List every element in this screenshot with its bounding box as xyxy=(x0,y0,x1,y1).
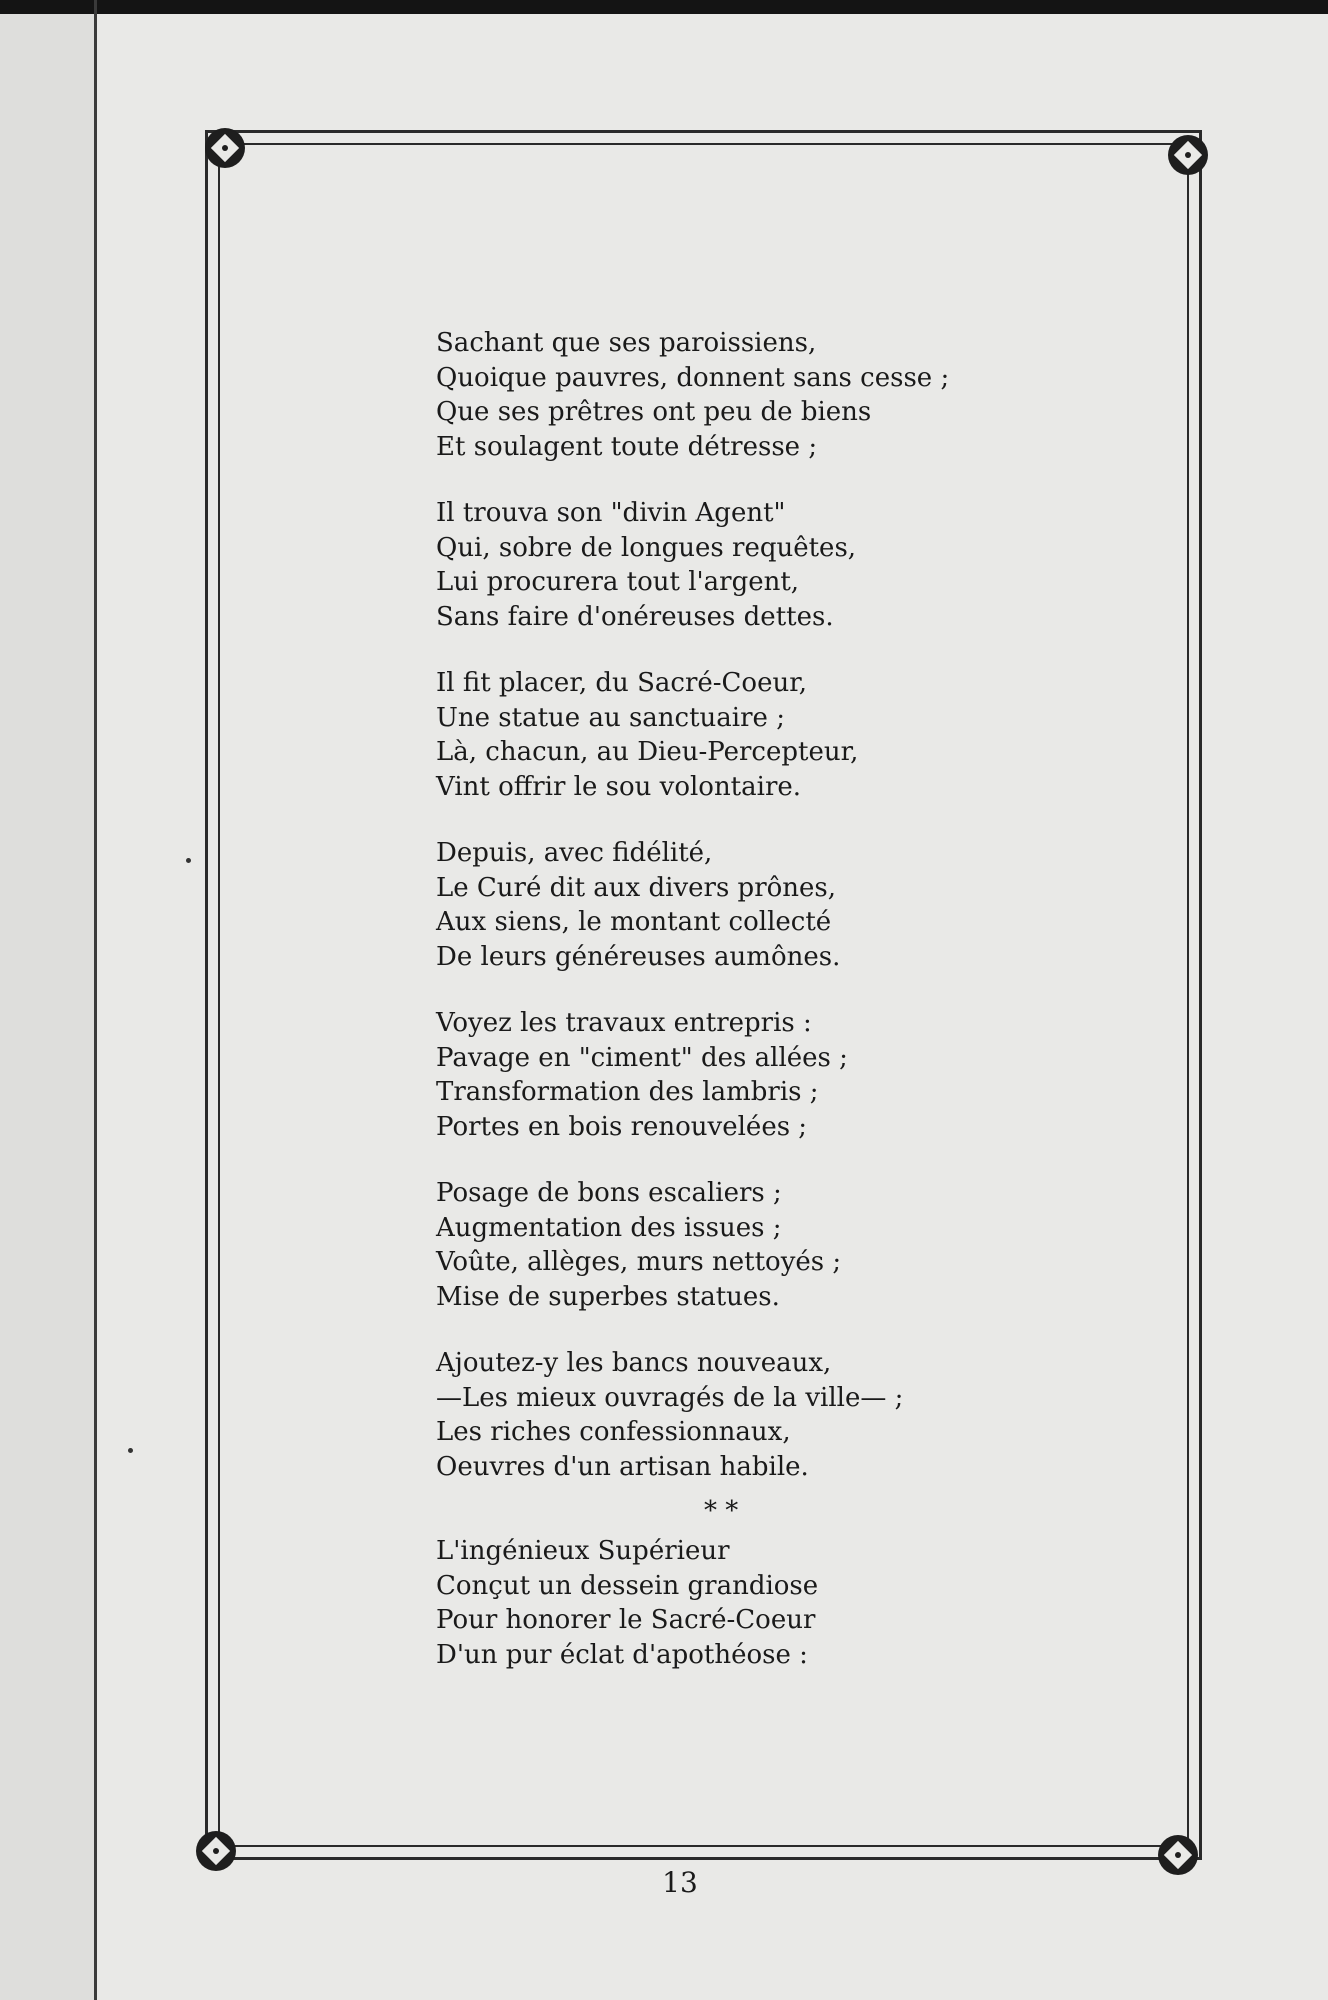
poem-line: Sans faire d'onéreuses dettes. xyxy=(436,601,834,632)
poem-line: Transformation des lambris ; xyxy=(436,1077,819,1107)
poem-line: Sachant que ses paroissiens, xyxy=(436,328,817,358)
poem-line: Augmentation des issues ; xyxy=(436,1212,782,1243)
stanza-separator: * * xyxy=(704,1496,739,1526)
poem-line: Depuis, avec fidélité, xyxy=(436,838,713,868)
poem-line: Que ses prêtres ont peu de biens xyxy=(436,397,872,427)
poem-line: —Les mieux ouvragés de la ville— ; xyxy=(436,1382,904,1413)
poem-line: Portes en bois renouvelées ; xyxy=(436,1111,808,1142)
poem-line: Lui procurera tout l'argent, xyxy=(436,567,800,597)
poem-line: Et soulagent toute détresse ; xyxy=(436,431,818,462)
poem-line: Il trouva son "divin Agent" xyxy=(436,498,786,528)
poem-line: Quoique pauvres, donnent sans cesse ; xyxy=(436,362,950,393)
stanza xyxy=(436,836,1056,974)
speck xyxy=(186,858,191,863)
poem-line: Mise de superbes statues. xyxy=(436,1281,780,1312)
stanza xyxy=(436,326,1056,464)
poem-line: Le Curé dit aux divers prônes, xyxy=(436,872,837,903)
corner-ornament-icon xyxy=(1168,135,1208,175)
poem-line: Pavage en "ciment" des allées ; xyxy=(436,1042,848,1073)
poem-line: Vint offrir le sou volontaire. xyxy=(436,771,802,802)
poem-line: Voyez les travaux entrepris : xyxy=(436,1008,812,1038)
stanza xyxy=(436,666,1056,804)
page-number: 13 xyxy=(662,1866,698,1899)
facing-page-edge xyxy=(0,14,94,2000)
stanza xyxy=(436,1006,1056,1144)
poem-line: Conçut un dessein grandiose xyxy=(436,1570,819,1601)
poem-line: Qui, sobre de longues requêtes, xyxy=(436,532,857,563)
scan-top-shadow xyxy=(0,0,1328,14)
stanza xyxy=(436,496,1056,634)
poem-line: Ajoutez-y les bancs nouveaux, xyxy=(436,1348,832,1378)
poem-line: Voûte, allèges, murs nettoyés ; xyxy=(436,1247,842,1277)
poem-line: Oeuvres d'un artisan habile. xyxy=(436,1451,809,1482)
poem-line: Là, chacun, au Dieu-Percepteur, xyxy=(436,737,859,767)
stanza xyxy=(436,1534,1056,1672)
poem-line: Posage de bons escaliers ; xyxy=(436,1178,782,1208)
corner-ornament-icon xyxy=(205,128,245,168)
poem-line: De leurs généreuses aumônes. xyxy=(436,941,841,972)
poem-line: Une statue au sanctuaire ; xyxy=(436,702,785,733)
poem-line: Il fit placer, du Sacré-Coeur, xyxy=(436,668,808,698)
stanza xyxy=(436,1346,1056,1484)
binding-line xyxy=(94,0,97,2000)
poem-line: D'un pur éclat d'apothéose : xyxy=(436,1639,808,1670)
poem-line: Pour honorer le Sacré-Coeur xyxy=(436,1605,816,1635)
poem xyxy=(436,326,1056,1704)
poem-line: L'ingénieux Supérieur xyxy=(436,1536,730,1566)
corner-ornament-icon xyxy=(196,1831,236,1871)
speck xyxy=(128,1448,133,1453)
poem-line: Les riches confessionnaux, xyxy=(436,1417,791,1447)
stanza xyxy=(436,1176,1056,1314)
poem-line: Aux siens, le montant collecté xyxy=(436,907,832,937)
